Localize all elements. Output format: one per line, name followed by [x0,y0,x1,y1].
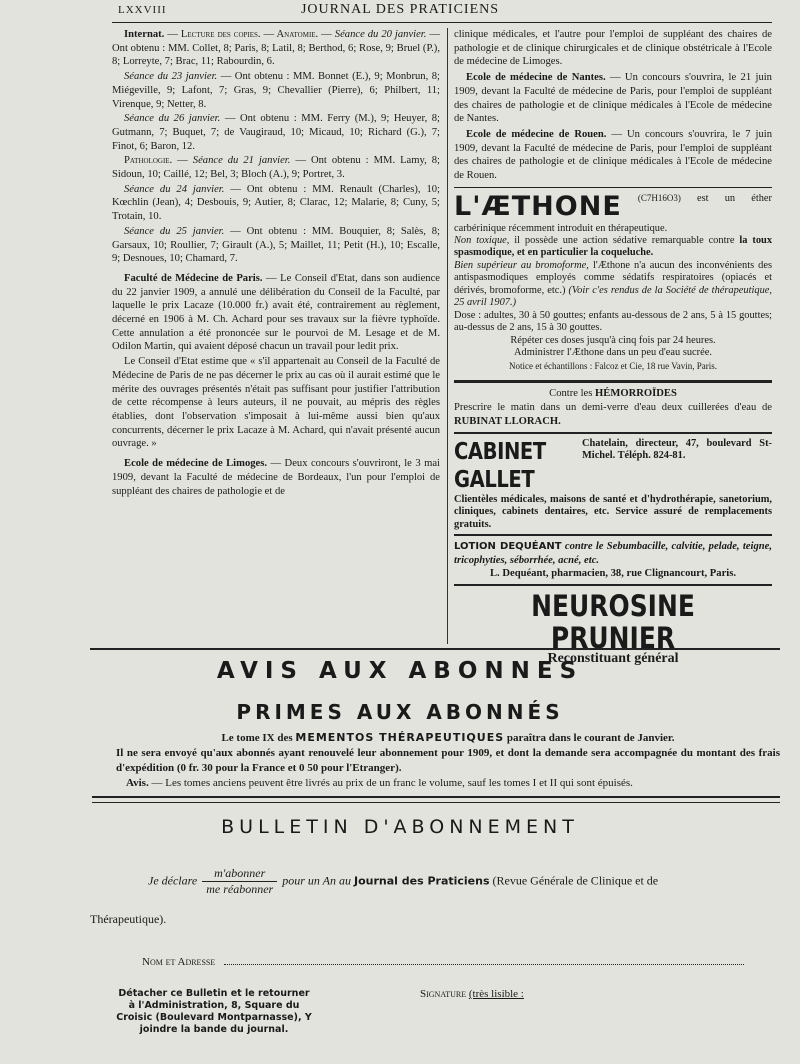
rouen-text: — Un concours s'ouvrira, le 7 juin 1909, devant la Faculté de médecine de Paris, pour l'emploi de suppléant des chaires de pathologie et de clinique médicales à l'Ecole de médecine de Rouen. [454,128,772,182]
name-address-field[interactable] [224,956,744,965]
gallet-title: CABINET GALLET [454,438,546,493]
seance-21-date: Séance du 21 janvier. [192,155,291,167]
aethone-repeat: Répéter ces doses jusqu'à cinq fois par 24 heures. [510,334,716,346]
pour-un-an: pour un An [282,873,336,888]
paris-paragraph [112,272,440,354]
neurosine-subtitle: Reconstituant général [547,651,679,667]
seance-24-paragraph [112,183,440,224]
gallet-line1: Chatelain, directeur, 47, boulevard St-Michel. Téléph. 824-81. [582,437,772,461]
gallet-ad [454,432,772,535]
aethone-line3-text: l'Æthone n'a aucun des inconvénients des antispasmodiques employés comme sédatifs respiratoires (opiacés et dérivés, bromoforme, etc.) [454,259,772,296]
aethone-notice: Notice et échantillons : Falcoz et Cie, 18 rue Vavin, Paris. [508,360,718,371]
aethone-line1-text: il possède une action sédative remarquable contre [514,234,735,246]
neurosine-ad [454,584,772,669]
aethone-intro: est un éther carbérinique récemment introduit en thérapeutique. [454,192,772,234]
option-resubscribe[interactable]: me réabonner [206,882,274,896]
notice-avis [116,776,780,791]
nantes-text: — Un concours s'ouvrira, le 21 juin 1909, devant la Faculté de médecine de Paris, pour l'emploi de suppléant des chaires de pathologie et de clinique médicales à l'Ecole de médecine de Nantes. [454,72,772,125]
aethone-line1-italic: Non toxique, [454,234,510,246]
notice-line2: Il ne sera envoyé qu'aux abonnés ayant renouvelé leur abonnement pour 1909, et dont la demande sera accompagnée du montant des frais d'expédition (0 fr. 30 pour la France et 0 50 pour l'Etranger). [116,747,780,774]
notice-avis-text: — Les tomes anciens peuvent être livrés au prix de un franc le volume, sauf les tomes I et II qui sont épuisés. [151,777,633,789]
subscribe-choice[interactable] [202,866,277,897]
header-rule [112,22,772,23]
dequeant-text: contre le Sebumbacille, calvitie, pelade, teigne, tricophyties, séborrhée, acné, etc. [454,541,772,566]
notice-text [116,730,780,791]
bulletin-rule-bottom [92,802,780,803]
notice-line1-b: MEMENTOS THÉRAPEUTIQUES [295,731,505,744]
page-header [0,0,800,30]
column-divider [447,28,448,644]
page-number: LXXVIII [118,4,167,16]
seance-21-text: — Ont obtenu : MM. Lamy, 8; Sidoun, 10; Caillé, 12; Bel, 3; Bloch (A.), 9; Portret, 3. [112,155,440,181]
detach-instructions: Détacher ce Bulletin et le retourner à l'Administration, 8, Square du Croisic (Boulevard Montparnasse), Y joindre la bande du journal. [116,988,312,1035]
primes-title: PRIMES AUX ABONNÉS [236,700,564,724]
seance-26-text: — Ont obtenu : MM. Ferry (M.), 9; Heuyer, 8; Gutmann, 7; Buquet, 7; de Vaugiraud, 10; Micaud, 10; Richard (G.), 7; Finot, 6; Baron, 12. [112,113,440,152]
section-rule [90,648,780,650]
dequeant-title: LOTION DEQUÉANT [454,541,562,553]
declaration-line [148,866,788,897]
signature-label: Signature [420,988,467,1000]
seance-24-date: Séance du 24 janvier. [124,183,225,195]
paris-heading: Faculté de Médecine de Paris. [124,272,263,284]
seance-25-text: — Ont obtenu : MM. Bouquier, 8; Salès, 8; Garsaux, 10; Roullier, 7; Girault (A.), 5; Maillet, 11; Petit (H.), 10; Escalle, 9; Desnoues, 10; Chamard, 7. [112,225,440,265]
notice-line1-c: paraîtra dans le courant de Janvier. [506,732,675,744]
limoges-text: — Deux concours s'ouvriront, le 3 mai 1909, devant la Faculté de médecine de Bordeaux, l'un pour l'emploi de suppléant des chaires de pathologie et de [112,458,440,497]
paris-text: — Le Conseil d'Etat, dans son audience du 22 janvier 1909, a annulé une délibération du Conseil de la Faculté, par laquelle le prix Lacaze (10.000 fr.) avait été, contrairement au règlement, décerné en 1906 à M. Ch. Achard pour ses travaux sur la fièvre typhoïde. Cette annulation a été prononcée sur le pourvoi de M. Lesage et de M. Odilon Martin, qui avaient déposé chacun un travail pour ledit prix. [112,272,440,353]
seance-20-text: — Ont obtenu : MM. Collet, 8; Paris, 8; Latil, 8; Berthod, 6; Rose, 9; Bruel (P.), 8; Lorreyte, 7; Brac, 11; Rabourdin, 6. [112,29,440,68]
name-address-row [142,956,744,968]
seance-26-date: Séance du 26 janvier. [124,113,221,125]
declare-label: Je déclare [148,873,198,888]
seance-24-text: — Ont obtenu : MM. Renault (Charles), 10; Kœchlin (Jean), 4; Desbouis, 9; Autier, 8; Clarac, 12; Malarie, 8; Cuny, 5; Trotain, 10. [112,183,440,223]
notice-avis-label: Avis. [126,777,149,789]
seance-23-date: Séance du 23 janvier. [124,71,218,83]
aethone-line3-ref: (Voir c'es rendus de la Société de thérapeutique, 25 avril 1907.) [454,284,772,309]
seance-25-date: Séance du 25 janvier. [124,225,225,237]
aethone-line2: la toux spasmodique, et en particulier la coqueluche. [454,234,772,259]
aethone-title: L'ÆTHONE [454,190,622,222]
notice-line1 [116,730,780,746]
journal-name: Journal des Praticiens [353,874,490,888]
gallet-line2: Clientèles médicales, maisons de santé et d'hydrothérapie, sanetorium, cliniques, cabinets dentaires, etc. Service assuré de remplacements gratuits. [454,493,772,530]
seance-26-paragraph [112,112,440,153]
therapeutique-label: Thérapeutique). [90,912,167,926]
dequeant-addr: L. Dequéant, pharmacien, 38, rue Clignancourt, Paris. [489,568,736,580]
limoges-heading: Ecole de médecine de Limoges. [124,458,268,470]
aethone-line3-italic: Bien supérieur au bromoforme, [454,259,589,271]
option-subscribe[interactable]: m'abonner [202,866,277,882]
aethone-dose: Dose : adultes, 30 à 50 gouttes; enfants au-dessous de 2 ans, 5 à 15 gouttes; au-dessus de 2 ans, 15 à 30 gouttes. [454,309,772,334]
limoges-continuation: clinique médicales, et l'autre pour l'emploi de suppléant des chaires de pathologie et de clinique chirurgicales et de clinique obstétricale à l'Ecole de médecine de Limoges. [454,29,772,68]
dequeant-line [454,540,772,567]
internat-paragraph [112,28,440,69]
hemorroides-body: Prescrire le matin dans un demi-verre d'eau deux cuillerées d'eau de [454,402,772,414]
neurosine-title: NEUROSINE PRUNIER [531,589,695,656]
seance-25-paragraph [112,225,440,266]
conseil-text: Le Conseil d'Etat estime que « s'il appartenait au Conseil de la Faculté de Médecine de Paris de ne pas décerner le prix au cas où il aurait estimé que le mérite des ouvrages présentés n'était pas suffisant pour justifier l'attribution de cette récompense à leurs auteurs, il ne pouvait, au mépris des règles établies, dont l'observation s'imposait à lui-même aussi bien qu'aux concurrents, décerner le prix Lacaze à M. Achard, qui n'avait présenté aucun ouvrage. » [112,356,440,450]
hemorroides-heading [454,387,772,401]
pathologie-paragraph [112,154,440,181]
dequeant-ad [454,534,772,584]
limoges-paragraph [112,457,440,498]
rouen-heading: Ecole de médecine de Rouen. [466,128,607,140]
aethone-formula: (C7H16O3) [637,192,681,203]
aethone-line3 [454,260,772,310]
right-column [454,28,772,669]
avis-title: AVIS AUX ABONNES [216,658,584,684]
revue-label: (Revue Générale de Clinique et de [492,873,659,888]
nantes-paragraph [454,71,772,126]
pathologie-heading: Pathologie. — [124,155,188,167]
hemorroides-bold: HÉMORROÏDES [595,388,677,400]
seance-23-text: — Ont obtenu : MM. Bonnet (E.), 9; Monbrun, 8; Miégeville, 9; Lafont, 7; Gras, 9; Chevallier (Pierre), 6; Philbert, 11; Virenque, 9; Netter, 8. [112,71,440,110]
bulletin-rule-top [92,796,780,798]
au-label: au [338,873,351,888]
rouen-paragraph [454,128,772,183]
journal-title: JOURNAL DES PRATICIENS [300,2,500,17]
hemorroides-ad [454,380,772,431]
aethone-ad [454,187,772,377]
nantes-heading: Ecole de médecine de Nantes. [466,72,606,84]
aethone-admin: Administrer l'Æthone dans un peu d'eau sucrée. [514,347,712,359]
signature-hint: (très lisible : [468,988,524,1000]
internat-heading: Internat. [124,29,165,40]
hemorroides-prefix: Contre les [549,388,593,400]
seance-20-date: Séance du 20 janvier. [334,29,427,40]
left-column [112,28,440,499]
aethone-line1 [454,235,772,260]
hemorroides-brand: RUBINAT LLORACH. [454,415,561,427]
hemorroides-text [454,401,772,428]
notice-line1-a: Le tome IX des [221,732,293,744]
signature-row [420,988,524,1000]
seance-23-paragraph [112,70,440,111]
bulletin-title: BULLETIN D'ABONNEMENT [221,816,579,838]
conseil-paragraph [112,355,440,451]
name-address-label: Nom et Adresse [142,956,216,968]
internat-intro: — Lecture des copies. — Anatomie. — [167,29,332,40]
